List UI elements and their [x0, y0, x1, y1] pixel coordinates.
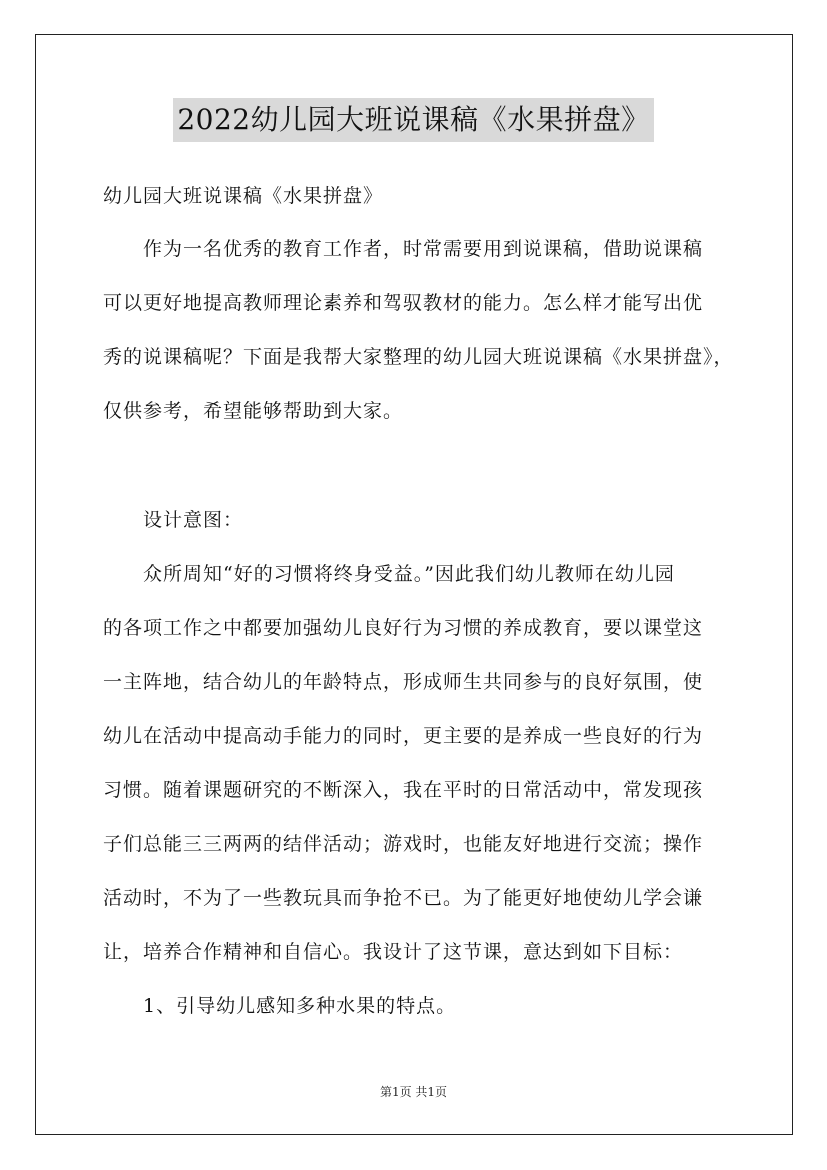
subtitle-line: 幼儿园大班说课稿《水果拼盘》	[103, 185, 384, 207]
paragraph-line: 子们总能三三两两的结伴活动；游戏时，也能友好地进行交流；操作	[103, 833, 704, 855]
paragraph-line: 让，培养合作精神和自信心。我设计了这节课，意达到如下目标：	[103, 941, 684, 963]
paragraph-line: 仅供参考，希望能够帮助到大家。	[103, 400, 404, 422]
document-title: 2022幼儿园大班说课稿《水果拼盘》	[173, 98, 653, 142]
paragraph-line: 作为一名优秀的教育工作者，时常需要用到说课稿，借助说课稿	[143, 238, 704, 260]
paragraph-line: 可以更好地提高教师理论素养和驾驭教材的能力。怎么样才能写出优	[103, 292, 704, 314]
paragraph-line: 秀的说课稿呢？下面是我帮大家整理的幼儿园大班说课稿《水果拼盘》，	[103, 346, 734, 368]
paragraph-line: 活动时，不为了一些教玩具而争抢不已。为了能更好地使幼儿学会谦	[103, 887, 704, 909]
paragraph-line: 众所周知“好的习惯将终身受益。”因此我们幼儿教师在幼儿园	[143, 563, 675, 585]
paragraph-line: 的各项工作之中都要加强幼儿良好行为习惯的养成教育，要以课堂这	[103, 617, 704, 639]
page-footer: 第1页 共1页	[379, 1085, 448, 1099]
paragraph-line: 习惯。随着课题研究的不断深入，我在平时的日常活动中，常发现孩	[103, 779, 704, 801]
paragraph-line: 一主阵地，结合幼儿的年龄特点，形成师生共同参与的良好氛围，使	[103, 671, 704, 693]
list-item: 1、引导幼儿感知多种水果的特点。	[143, 995, 457, 1017]
section-heading: 设计意图：	[143, 509, 244, 531]
paragraph-line: 幼儿在活动中提高动手能力的同时，更主要的是养成一些良好的行为	[103, 725, 704, 747]
title-container	[0, 98, 827, 142]
